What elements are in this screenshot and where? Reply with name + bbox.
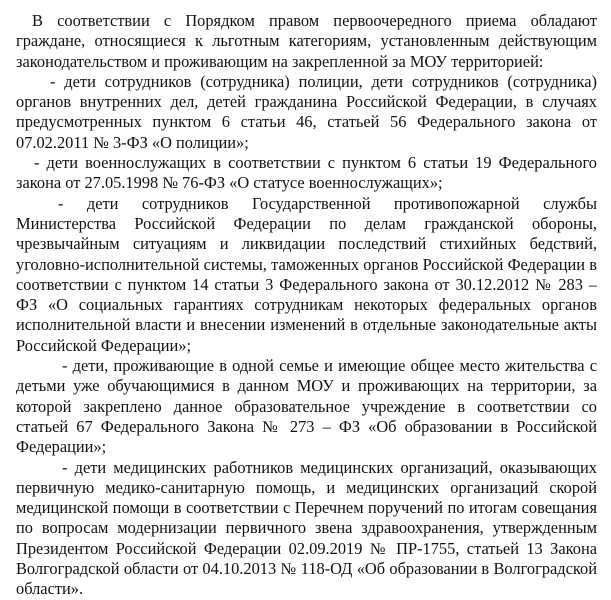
intro-paragraph: В соответствии с Порядком правом первоочередного приема обладают граждане, относящиеся к льготным категориям, установленным действующим законодательством и проживающим на закрепленной за МОУ территорией: bbox=[16, 11, 597, 71]
list-item-military-children: - дети военнослужащих в соответствии с пунктом 6 статьи 19 Федерального закона от 27.05.1998 № 76-ФЗ «О статусе военнослужащих»; bbox=[16, 153, 597, 193]
list-item-fire-service-children: - дети сотрудников Государственной противопожарной службы Министерства Российской Федерации по делам гражданской обороны, чрезвычайным ситуациям и ликвидации последствий стихийных бедствий, уголовно-исполнительной системы, таможенных органов Российской Федерации в соответствии с пунктом 14 статьи 3 Федерального закона от 30.12.2012 № 283 – ФЗ «О социальных гарантиях сотрудникам некоторых федеральных органов исполнительной власти и внесении изменений в отдельные законодательные акты Российской Федерации»; bbox=[16, 193, 597, 355]
list-item-medical-workers-children: - дети медицинских работников медицинских организаций, оказывающих первичную медико-санитарную помощь, и медицинских организаций скорой медицинской помощи в соответствии с Перечнем поручений по итогам совещания по вопросам модернизации первичного звена здравоохранения, утвержденным Президентом Российской Федерации 02.09.2019 № ПР-1755, статьей 13 Закона Волгоградской области от 04.10.2013 № 118-ОД «Об образовании в Волгоградской области». bbox=[16, 457, 597, 599]
list-item-police-children: - дети сотрудников (сотрудника) полиции, дети сотрудников (сотрудника) органов внутренних дел, детей гражданина Российской Федерации, в случаях предусмотренных пунктом 6 статьи 46, статьей 56 Федерального закона от 07.02.2011 № 3-ФЗ «О полиции»; bbox=[16, 71, 597, 152]
list-item-siblings: - дети, проживающие в одной семье и имеющие общее место жительства с детьми уже обучающимися в данном МОУ и проживающих на территории, за которой закреплено данное образовательное учреждение в соответствии со статьей 67 Федерального Закона № 273 – ФЗ «Об образовании в Российской Федерации»; bbox=[16, 356, 597, 457]
